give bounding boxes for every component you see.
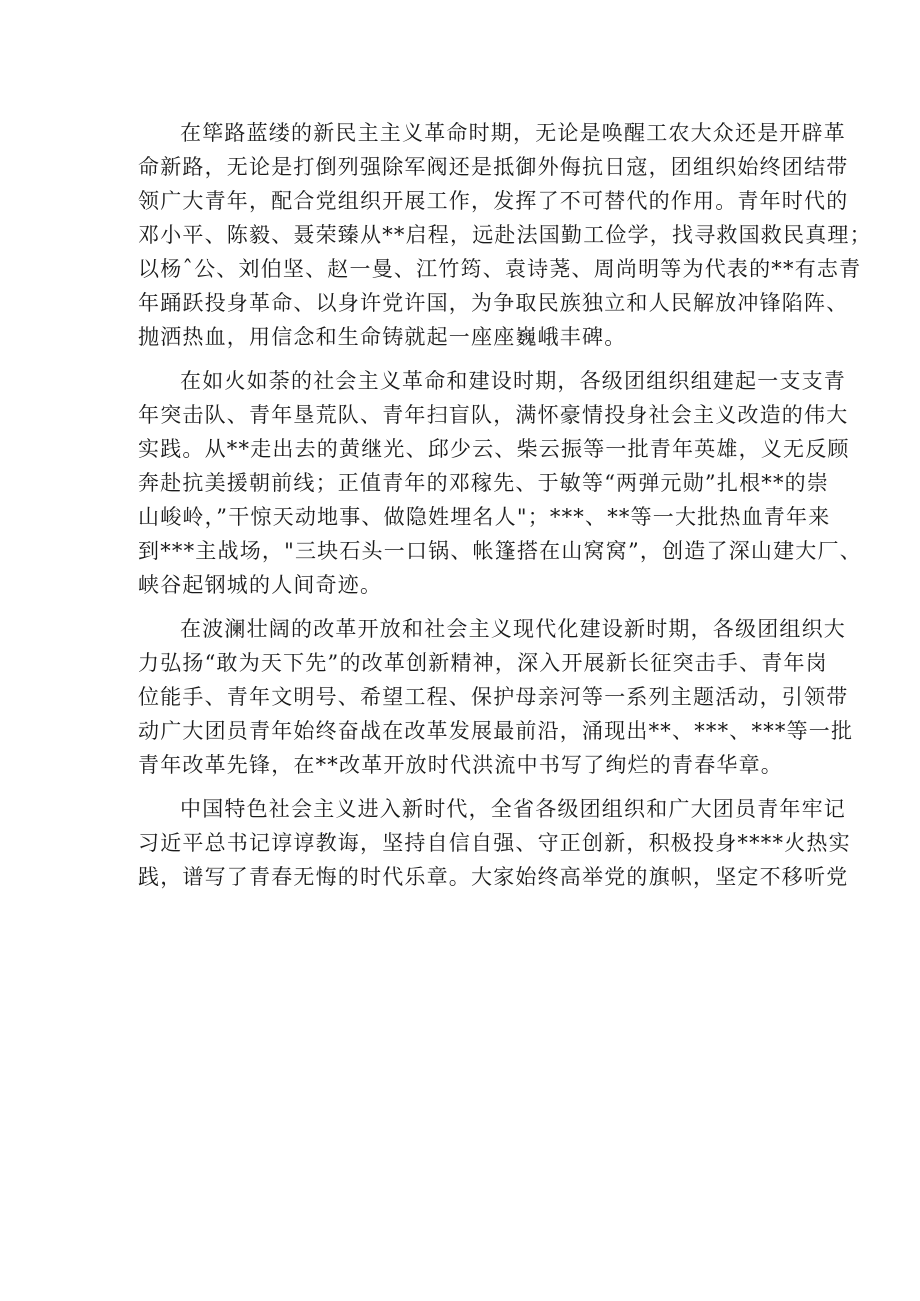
paragraph-new-era (138, 792, 851, 894)
text-line: 峡谷起钢城的人间奇迹。 (138, 573, 383, 597)
text-line: 抛洒热血，用信念和生命铸就起一座座巍峨丰碑。 (138, 325, 627, 349)
text-line: 动广大团员青年始终奋战在改革发展最前沿，涌现出**、***、***等一批 (138, 719, 854, 743)
text-line: 年突击队、青年垦荒队、青年扫盲队，满怀豪情投身社会主义改造的伟大 (138, 403, 849, 427)
text-line: 青年改革先锋，在**改革开放时代洪流中书写了绚烂的青春华章。 (138, 753, 783, 777)
text-line: 以杨ˆ公、刘伯坚、赵一曼、江竹筠、袁诗荛、周尚明等为代表的**有志青 (138, 257, 862, 281)
text-line: 年踊跃投身革命、以身许党许国，为争取民族独立和人民解放冲锋陷阵、 (138, 291, 849, 315)
text-line: 邓小平、陈毅、聂荣臻从**启程，远赴法国勤工俭学，找寻救国救民真理； (138, 223, 872, 247)
paragraph-socialist-construction (138, 364, 862, 602)
paragraph-reform-and-opening (138, 612, 854, 782)
text-line: 位能手、青年文明号、希望工程、保护母亲河等一系列主题活动，引领带 (138, 685, 849, 709)
paragraph-new-democratic-revolution (138, 116, 872, 354)
text-line: 命新路，无论是打倒列强除军阀还是抵御外侮抗日寇，团组织始终团结带 (138, 155, 849, 179)
text-line: 在筚路蓝缕的新民主主义革命时期，无论是唤醒工农大众还是开辟革 (180, 121, 846, 145)
text-line: 奔赴抗美援朝前线；正值青年的邓稼先、于敏等“两弹元勋”扎根**的崇 (138, 471, 830, 495)
text-line: 实践。从**走出去的黄继光、邱少云、柴云振等一批青年英雄，义无反顾 (138, 437, 850, 461)
text-line: 践，谱写了青春无悔的时代乐章。大家始终高举党的旗帜，坚定不移听党 (138, 865, 849, 889)
text-line: 中国特色社会主义进入新时代，全省各级团组织和广大团员青年牢记 (180, 797, 846, 821)
text-line: 在如火如荼的社会主义革命和建设时期，各级团组织组建起一支支青 (180, 369, 846, 393)
text-line: 领广大青年，配合党组织开展工作，发挥了不可替代的作用。青年时代的 (138, 189, 849, 213)
text-line: 到***主战场，"三块石头一口锅、帐篷搭在山窝窝”，创造了深山建大厂、 (138, 539, 862, 563)
document-page (138, 116, 872, 904)
text-line: 在波澜壮阔的改革开放和社会主义现代化建设新时期，各级团组织大 (180, 617, 846, 641)
text-line: 山峻岭，”干惊天动地事、做隐姓埋名人"；***、**等一大批热血青年来 (138, 505, 831, 529)
text-line: 习近平总书记谆谆教诲，坚持自信自强、守正创新，积极投身****火热实 (138, 831, 851, 855)
text-line: 力弘扬“敢为天下先”的改革创新精神，深入开展新长征突击手、青年岗 (138, 651, 828, 675)
